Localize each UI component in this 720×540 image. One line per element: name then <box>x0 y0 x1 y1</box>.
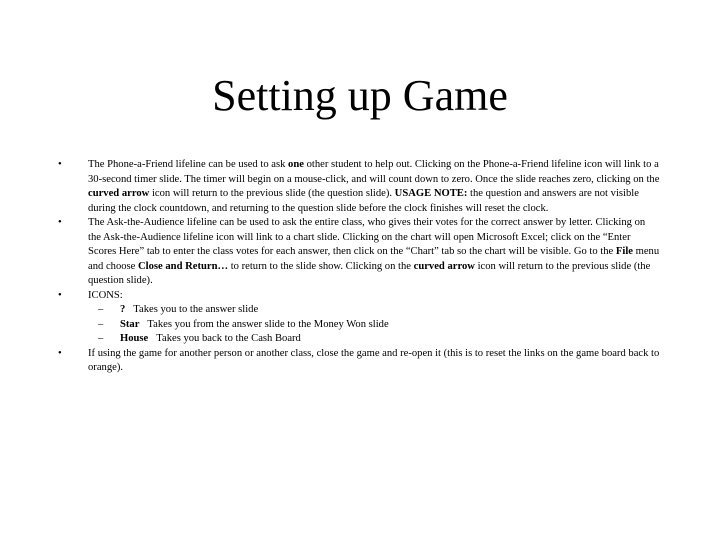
sub-item-question-icon <box>58 303 660 318</box>
sub-item-star-icon <box>58 318 660 333</box>
slide-title: Setting up Game <box>212 71 508 120</box>
bullet-icon: • <box>58 347 62 359</box>
text-run: the question and answers are not visible during the clock countdown, and returning to the question slide before the clock finishes will reset the clock. <box>88 188 639 214</box>
text-run: menu and choose <box>88 246 660 272</box>
bold-text-run: one <box>288 159 304 170</box>
sub-item-text: Takes you from the answer slide to the Money Won slide <box>147 318 389 330</box>
text-run: icon will return to the previous slide (the question slide). <box>149 188 395 199</box>
bullet-item-ask-the-audience <box>58 216 660 289</box>
bullet-icon: • <box>58 159 62 170</box>
sub-item-label: House <box>120 333 149 344</box>
text-run: The Ask-the-Audience lifeline can be used to ask the entire class, who gives their votes for the correct answer by letter. Clicking on the Ask-the-Audience lifeline icon will link to a chart slide. Clicking on the chart will open Microsoft Excel; click on the “Enter Scores Here” tab to enter the class votes for each answer, then click on the “Chart” tab so the chart will be visible. Go to the <box>88 217 646 257</box>
bullet-icon: • <box>58 217 62 228</box>
slide-content <box>58 158 660 376</box>
text-run: If using the game for another person or another class, close the game and re-open it (this is to reset the links on the game board back to orange). <box>88 347 660 373</box>
icons-heading: ICONS: <box>88 289 123 301</box>
dash-icon: – <box>98 333 104 344</box>
bullet-item-reset-game <box>58 347 660 376</box>
dash-icon: – <box>98 304 104 315</box>
bold-text-run: curved arrow <box>88 188 150 199</box>
sub-item-house-icon <box>58 332 660 347</box>
bold-text-run: Close and Return… <box>138 260 229 272</box>
dash-icon: – <box>98 318 104 330</box>
bullet-icon: • <box>58 289 62 301</box>
bullet-item-icons <box>58 289 660 304</box>
text-run: The Phone-a-Friend lifeline can be used to ask <box>88 159 289 170</box>
bold-text-run: File <box>615 246 633 257</box>
text-run: icon will return to the previous slide (the question slide). <box>88 260 651 286</box>
sub-item-text: Takes you back to the Cash Board <box>156 333 301 344</box>
text-run: other student to help out. Clicking on the Phone-a-Friend lifeline icon will link to a 30-second timer slide. The timer will begin on a mouse-click, and will count down to zero. Once the slide reaches zero, clicking on the <box>88 159 660 185</box>
bold-text-run: curved arrow <box>413 260 475 272</box>
sub-item-label: ? <box>120 304 126 315</box>
bullet-item-phone-a-friend <box>58 158 660 216</box>
sub-item-label: Star <box>120 318 140 330</box>
bold-text-run: USAGE NOTE: <box>394 188 468 199</box>
sub-item-text: Takes you to the answer slide <box>133 304 259 315</box>
text-run: to return to the slide show. Clicking on the <box>228 260 414 272</box>
